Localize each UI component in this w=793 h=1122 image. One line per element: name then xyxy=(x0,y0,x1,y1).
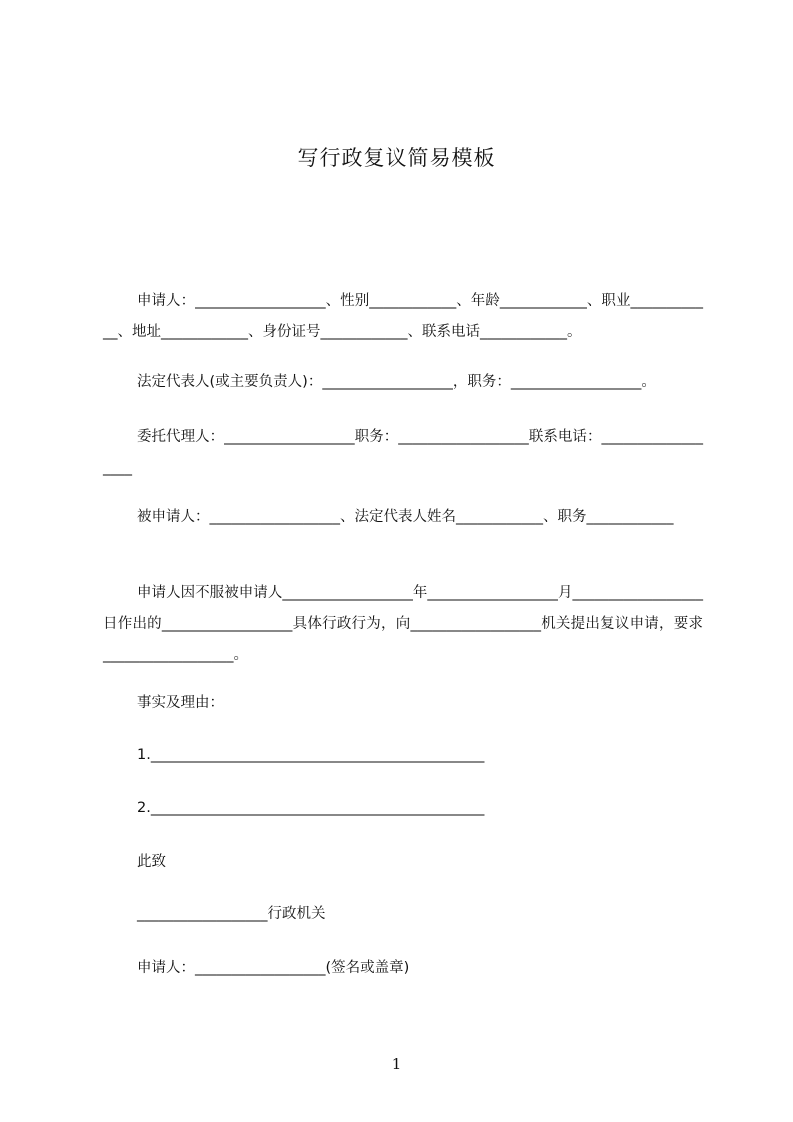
fact-item-2: 2.______________________________________________ xyxy=(137,800,485,816)
applicant-info-paragraph: 申请人：__________________、性别____________、年龄____________、职业____________、地址____________、身份证号____________、联系电话____________。 xyxy=(103,293,703,340)
fact-item-1: 1.______________________________________________ xyxy=(137,747,485,763)
request-paragraph: 申请人因不服被申请人__________________年__________________月__________________日作出的__________________具体行政行为，向__________________机关提出复议申请，要求__________________。 xyxy=(103,585,703,663)
legal-representative-paragraph: 法定代表人(或主要负责人)：__________________，职务：__________________。 xyxy=(137,374,656,390)
salutation: 此致 xyxy=(137,854,166,870)
applicant-signature-line: 申请人：__________________(签名或盖章) xyxy=(137,960,410,976)
recipient-organ-line: __________________行政机关 xyxy=(137,906,326,922)
facts-heading: 事实及理由： xyxy=(137,695,224,711)
agent-paragraph: 委托代理人：__________________职务：__________________联系电话：__________________ xyxy=(103,429,703,476)
respondent-paragraph: 被申请人：__________________、法定代表人姓名____________、职务____________ xyxy=(137,509,674,525)
page-number: 1 xyxy=(391,1055,402,1073)
document-title: 写行政复议简易模板 xyxy=(297,146,496,170)
